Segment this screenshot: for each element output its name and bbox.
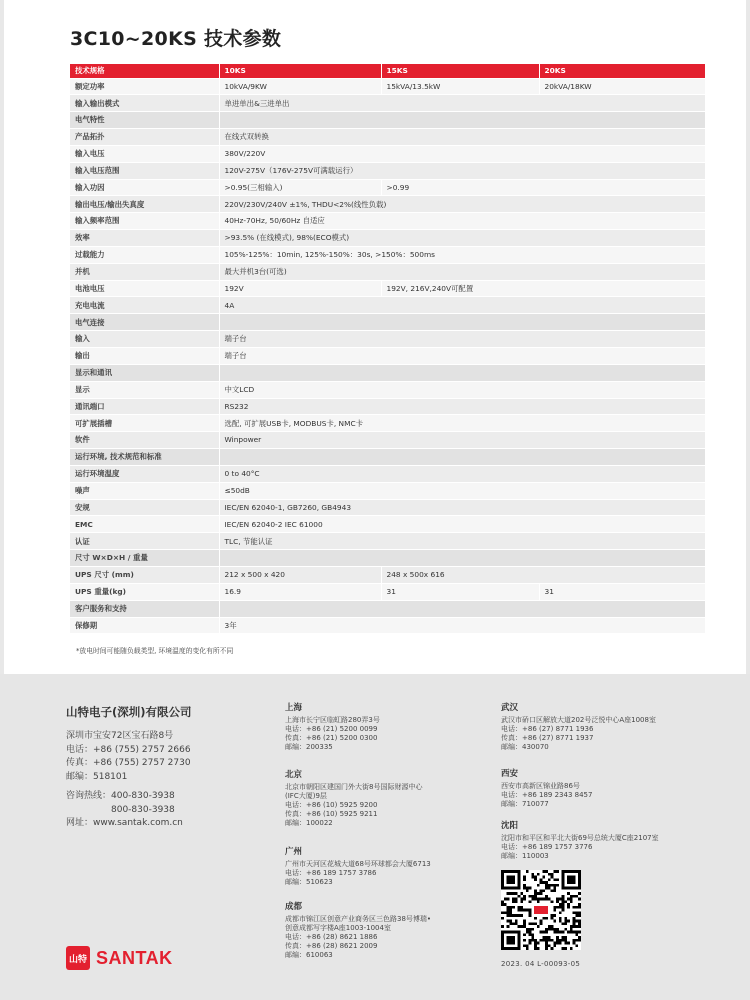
spec-label-cell: 充电电流	[70, 297, 219, 314]
hq-line: 传真：+86 (755) 2757 2730	[66, 758, 191, 768]
office-city-name: 西安	[501, 769, 519, 779]
page-title: 3C10~20KS 技术参数	[70, 28, 282, 50]
spec-row	[70, 112, 705, 129]
spec-label-cell: 输出	[70, 348, 219, 365]
spec-value-cell: TLC, 节能认证	[219, 533, 705, 550]
qr-code-icon	[501, 870, 581, 950]
spec-row	[70, 600, 705, 617]
hq-line: 邮编：518101	[66, 771, 128, 782]
footnote: *放电时间可能随负载类型, 环境温度的变化有所不同	[76, 647, 234, 655]
header-cell: 20KS	[539, 64, 705, 78]
spec-label-cell: 显示和通讯	[70, 364, 219, 381]
office-line: 电话：+86 (10) 5925 9200	[285, 801, 378, 809]
spec-label-cell: UPS 尺寸 (mm)	[70, 566, 219, 583]
spec-label-cell: 电气特性	[70, 112, 219, 129]
spec-value-cell: 31	[381, 583, 539, 600]
spec-label-cell: 产品拓扑	[70, 129, 219, 146]
spec-row	[70, 331, 705, 348]
spec-label-cell: 电池电压	[70, 280, 219, 297]
spec-label-cell: 输出电压/输出失真度	[70, 196, 219, 213]
spec-row	[70, 482, 705, 499]
spec-row	[70, 129, 705, 146]
spec-row	[70, 415, 705, 432]
spec-value-cell: 16.9	[219, 583, 381, 600]
office-line: 广州市天河区花城大道68号环球都会大厦6713	[285, 860, 431, 868]
spec-label-cell: 客户服务和支持	[70, 600, 219, 617]
company-name: 山特电子(深圳)有限公司	[66, 705, 192, 719]
spec-value-cell: 40Hz-70Hz, 50/60Hz 自适应	[219, 213, 705, 230]
website-link[interactable]: 网址：www.santak.com.cn	[66, 818, 183, 828]
spec-value-cell: 380V/220V	[219, 145, 705, 162]
spec-value-cell	[219, 364, 705, 381]
spec-row	[70, 314, 705, 331]
spec-value-cell: 单进单出&三进单出	[219, 95, 705, 112]
spec-value-cell: 20kVA/18KW	[539, 78, 705, 95]
office-line: 电话：+86 (27) 8771 1936	[501, 725, 594, 733]
spec-row	[70, 230, 705, 247]
spec-row	[70, 263, 705, 280]
spec-label-cell: 尺寸 W×D×H / 重量	[70, 550, 219, 567]
spec-value-cell: 212 x 500 x 420	[219, 566, 381, 583]
office-5	[501, 769, 592, 809]
office-line: (IFC大厦)9层	[285, 792, 327, 800]
spec-value-cell: 选配, 可扩展USB卡, MODBUS卡, NMC卡	[219, 415, 705, 432]
spec-value-cell: 31	[539, 583, 705, 600]
spec-row	[70, 566, 705, 583]
office-3	[285, 902, 431, 960]
spec-value-cell: 105%-125%：10min, 125%-150%：30s, >150%：500ms	[219, 246, 705, 263]
spec-row	[70, 449, 705, 466]
office-line: 电话：+86 (21) 5200 0099	[285, 725, 378, 733]
office-city-name: 上海	[285, 703, 303, 713]
spec-value-cell: IEC/EN 62040-2 IEC 61000	[219, 516, 705, 533]
office-line: 电话：+86 189 1757 3776	[501, 843, 593, 851]
logo-mark-icon: 山特	[66, 946, 90, 970]
spec-value-cell: 220V/230V/240V ±1%, THDU<2%(线性负载)	[219, 196, 705, 213]
spec-value-cell: 248 x 500x 616	[381, 566, 705, 583]
hq-address	[66, 730, 191, 784]
spec-row	[70, 499, 705, 516]
spec-label-cell: 输入电压	[70, 145, 219, 162]
spec-label-cell: 输入功因	[70, 179, 219, 196]
office-line: 邮编：710077	[501, 800, 549, 808]
office-line: 传真：+86 (10) 5925 9211	[285, 810, 378, 818]
hotline-line: 800-830-3938	[66, 804, 175, 815]
office-line: 上海市长宁区临虹路280弄3号	[285, 716, 380, 724]
spec-row	[70, 246, 705, 263]
hotline-line: 咨询热线：400-830-3938	[66, 791, 175, 801]
spec-row	[70, 432, 705, 449]
spec-table-header	[70, 64, 705, 78]
spec-label-cell: 输入频率范围	[70, 213, 219, 230]
office-line: 邮编：200335	[285, 743, 333, 751]
spec-value-cell: >0.99	[381, 179, 705, 196]
spec-label-cell: 认证	[70, 533, 219, 550]
office-1	[285, 770, 422, 828]
spec-label-cell: 过载能力	[70, 246, 219, 263]
spec-value-cell: ≤50dB	[219, 482, 705, 499]
spec-value-cell	[219, 449, 705, 466]
spec-label-cell: 输入输出模式	[70, 95, 219, 112]
spec-row	[70, 179, 705, 196]
office-line: 邮编：100022	[285, 819, 333, 827]
spec-value-cell: RS232	[219, 398, 705, 415]
santak-logo	[66, 946, 173, 970]
office-line: 电话：+86 189 1757 3786	[285, 869, 377, 877]
spec-row	[70, 145, 705, 162]
spec-value-cell: 192V	[219, 280, 381, 297]
spec-label-cell: 运行环境温度	[70, 465, 219, 482]
spec-value-cell	[219, 600, 705, 617]
spec-label-cell: 额定功率	[70, 78, 219, 95]
office-line: 成都市锦江区创意产业商务区三色路38号博瑞•	[285, 915, 432, 923]
spec-label-cell: 可扩展插槽	[70, 415, 219, 432]
spec-value-cell	[219, 112, 705, 129]
spec-value-cell: 192V, 216V,240V可配置	[381, 280, 705, 297]
spec-label-cell: 并机	[70, 263, 219, 280]
document-number: 2023. 04 L-00093-05	[501, 960, 581, 968]
spec-row	[70, 348, 705, 365]
spec-row	[70, 196, 705, 213]
office-line: 邮编：110003	[501, 852, 549, 860]
spec-value-cell: 15kVA/13.5kW	[381, 78, 539, 95]
office-line: 传真：+86 (28) 8621 2009	[285, 942, 378, 950]
office-line: 西安市高新区锦业路86号	[501, 782, 580, 790]
spec-row	[70, 162, 705, 179]
spec-label-cell: 通讯端口	[70, 398, 219, 415]
spec-label-cell: 运行环境, 技术规范和标准	[70, 449, 219, 466]
spec-row	[70, 398, 705, 415]
office-city-name: 北京	[285, 770, 303, 780]
spec-row	[70, 280, 705, 297]
office-line: 电话：+86 (28) 8621 1886	[285, 933, 378, 941]
spec-value-cell: 最大并机3台(可选)	[219, 263, 705, 280]
hq-line: 电话：+86 (755) 2757 2666	[66, 744, 191, 755]
spec-label-cell: 输入	[70, 331, 219, 348]
spec-value-cell: Winpower	[219, 432, 705, 449]
office-line: 武汉市硚口区解放大道202号泛悦中心A座1008室	[501, 716, 656, 724]
office-line: 邮编：610063	[285, 951, 333, 959]
spec-row	[70, 465, 705, 482]
spec-value-cell: 中文LCD	[219, 381, 705, 398]
spec-value-cell: 120V-275V（176V-275V可满载运行）	[219, 162, 705, 179]
office-line: 邮编：430070	[501, 743, 549, 751]
office-line: 邮编：510623	[285, 878, 333, 886]
header-cell: 10KS	[219, 64, 381, 78]
office-city-name: 成都	[285, 902, 303, 912]
office-line: 传真：+86 (21) 5200 0300	[285, 734, 378, 742]
spec-value-cell: >0.95(三相输入)	[219, 179, 381, 196]
spec-value-cell: IEC/EN 62040-1, GB7260, GB4943	[219, 499, 705, 516]
spec-value-cell: 端子台	[219, 348, 705, 365]
spec-label-cell: 软件	[70, 432, 219, 449]
office-city-name: 沈阳	[501, 821, 519, 831]
office-2	[285, 847, 431, 887]
office-city-name: 广州	[285, 847, 303, 857]
spec-row	[70, 617, 705, 634]
spec-row	[70, 297, 705, 314]
spec-value-cell: 4A	[219, 297, 705, 314]
contact-footer	[0, 674, 750, 1000]
spec-label-cell: 显示	[70, 381, 219, 398]
spec-label-cell: 电气连接	[70, 314, 219, 331]
spec-row	[70, 583, 705, 600]
spec-row	[70, 516, 705, 533]
spec-label-cell: 噪声	[70, 482, 219, 499]
spec-value-cell: 在线式双转换	[219, 129, 705, 146]
office-line: 北京市朝阳区建国门外大街8号国际财源中心	[285, 783, 423, 791]
spec-value-cell: 3年	[219, 617, 705, 634]
spec-value-cell	[219, 550, 705, 567]
header-cell: 15KS	[381, 64, 539, 78]
spec-label-cell: 保修期	[70, 617, 219, 634]
spec-row	[70, 364, 705, 381]
spec-row	[70, 213, 705, 230]
office-0	[285, 703, 380, 752]
spec-value-cell	[219, 314, 705, 331]
spec-value-cell: >93.5% (在线模式), 98%(ECO模式)	[219, 230, 705, 247]
logo-text: SANTAK	[96, 947, 173, 968]
office-line: 创意成都写字楼A座1003-1004室	[285, 924, 391, 932]
spec-value-cell: 端子台	[219, 331, 705, 348]
spec-row	[70, 381, 705, 398]
spec-row	[70, 78, 705, 95]
office-line: 电话：+86 189 2343 8457	[501, 791, 593, 799]
spec-table	[70, 64, 706, 634]
spec-label-cell: UPS 重量(kg)	[70, 583, 219, 600]
hq-line: 深圳市宝安72区宝石路8号	[66, 731, 174, 741]
office-6	[501, 821, 659, 861]
spec-value-cell: 10kVA/9KW	[219, 78, 381, 95]
spec-row	[70, 550, 705, 567]
header-cell: 技术规格	[70, 64, 219, 78]
hotline-block	[66, 790, 183, 831]
spec-value-cell: 0 to 40°C	[219, 465, 705, 482]
spec-label-cell: 安规	[70, 499, 219, 516]
office-line: 传真：+86 (27) 8771 1937	[501, 734, 594, 742]
office-line: 沈阳市和平区和平北大街69号总统大厦C座2107室	[501, 834, 659, 842]
spec-label-cell: EMC	[70, 516, 219, 533]
spec-label-cell: 输入电压范围	[70, 162, 219, 179]
office-4	[501, 703, 656, 752]
spec-row	[70, 533, 705, 550]
spec-row	[70, 95, 705, 112]
office-city-name: 武汉	[501, 703, 519, 713]
spec-label-cell: 效率	[70, 230, 219, 247]
